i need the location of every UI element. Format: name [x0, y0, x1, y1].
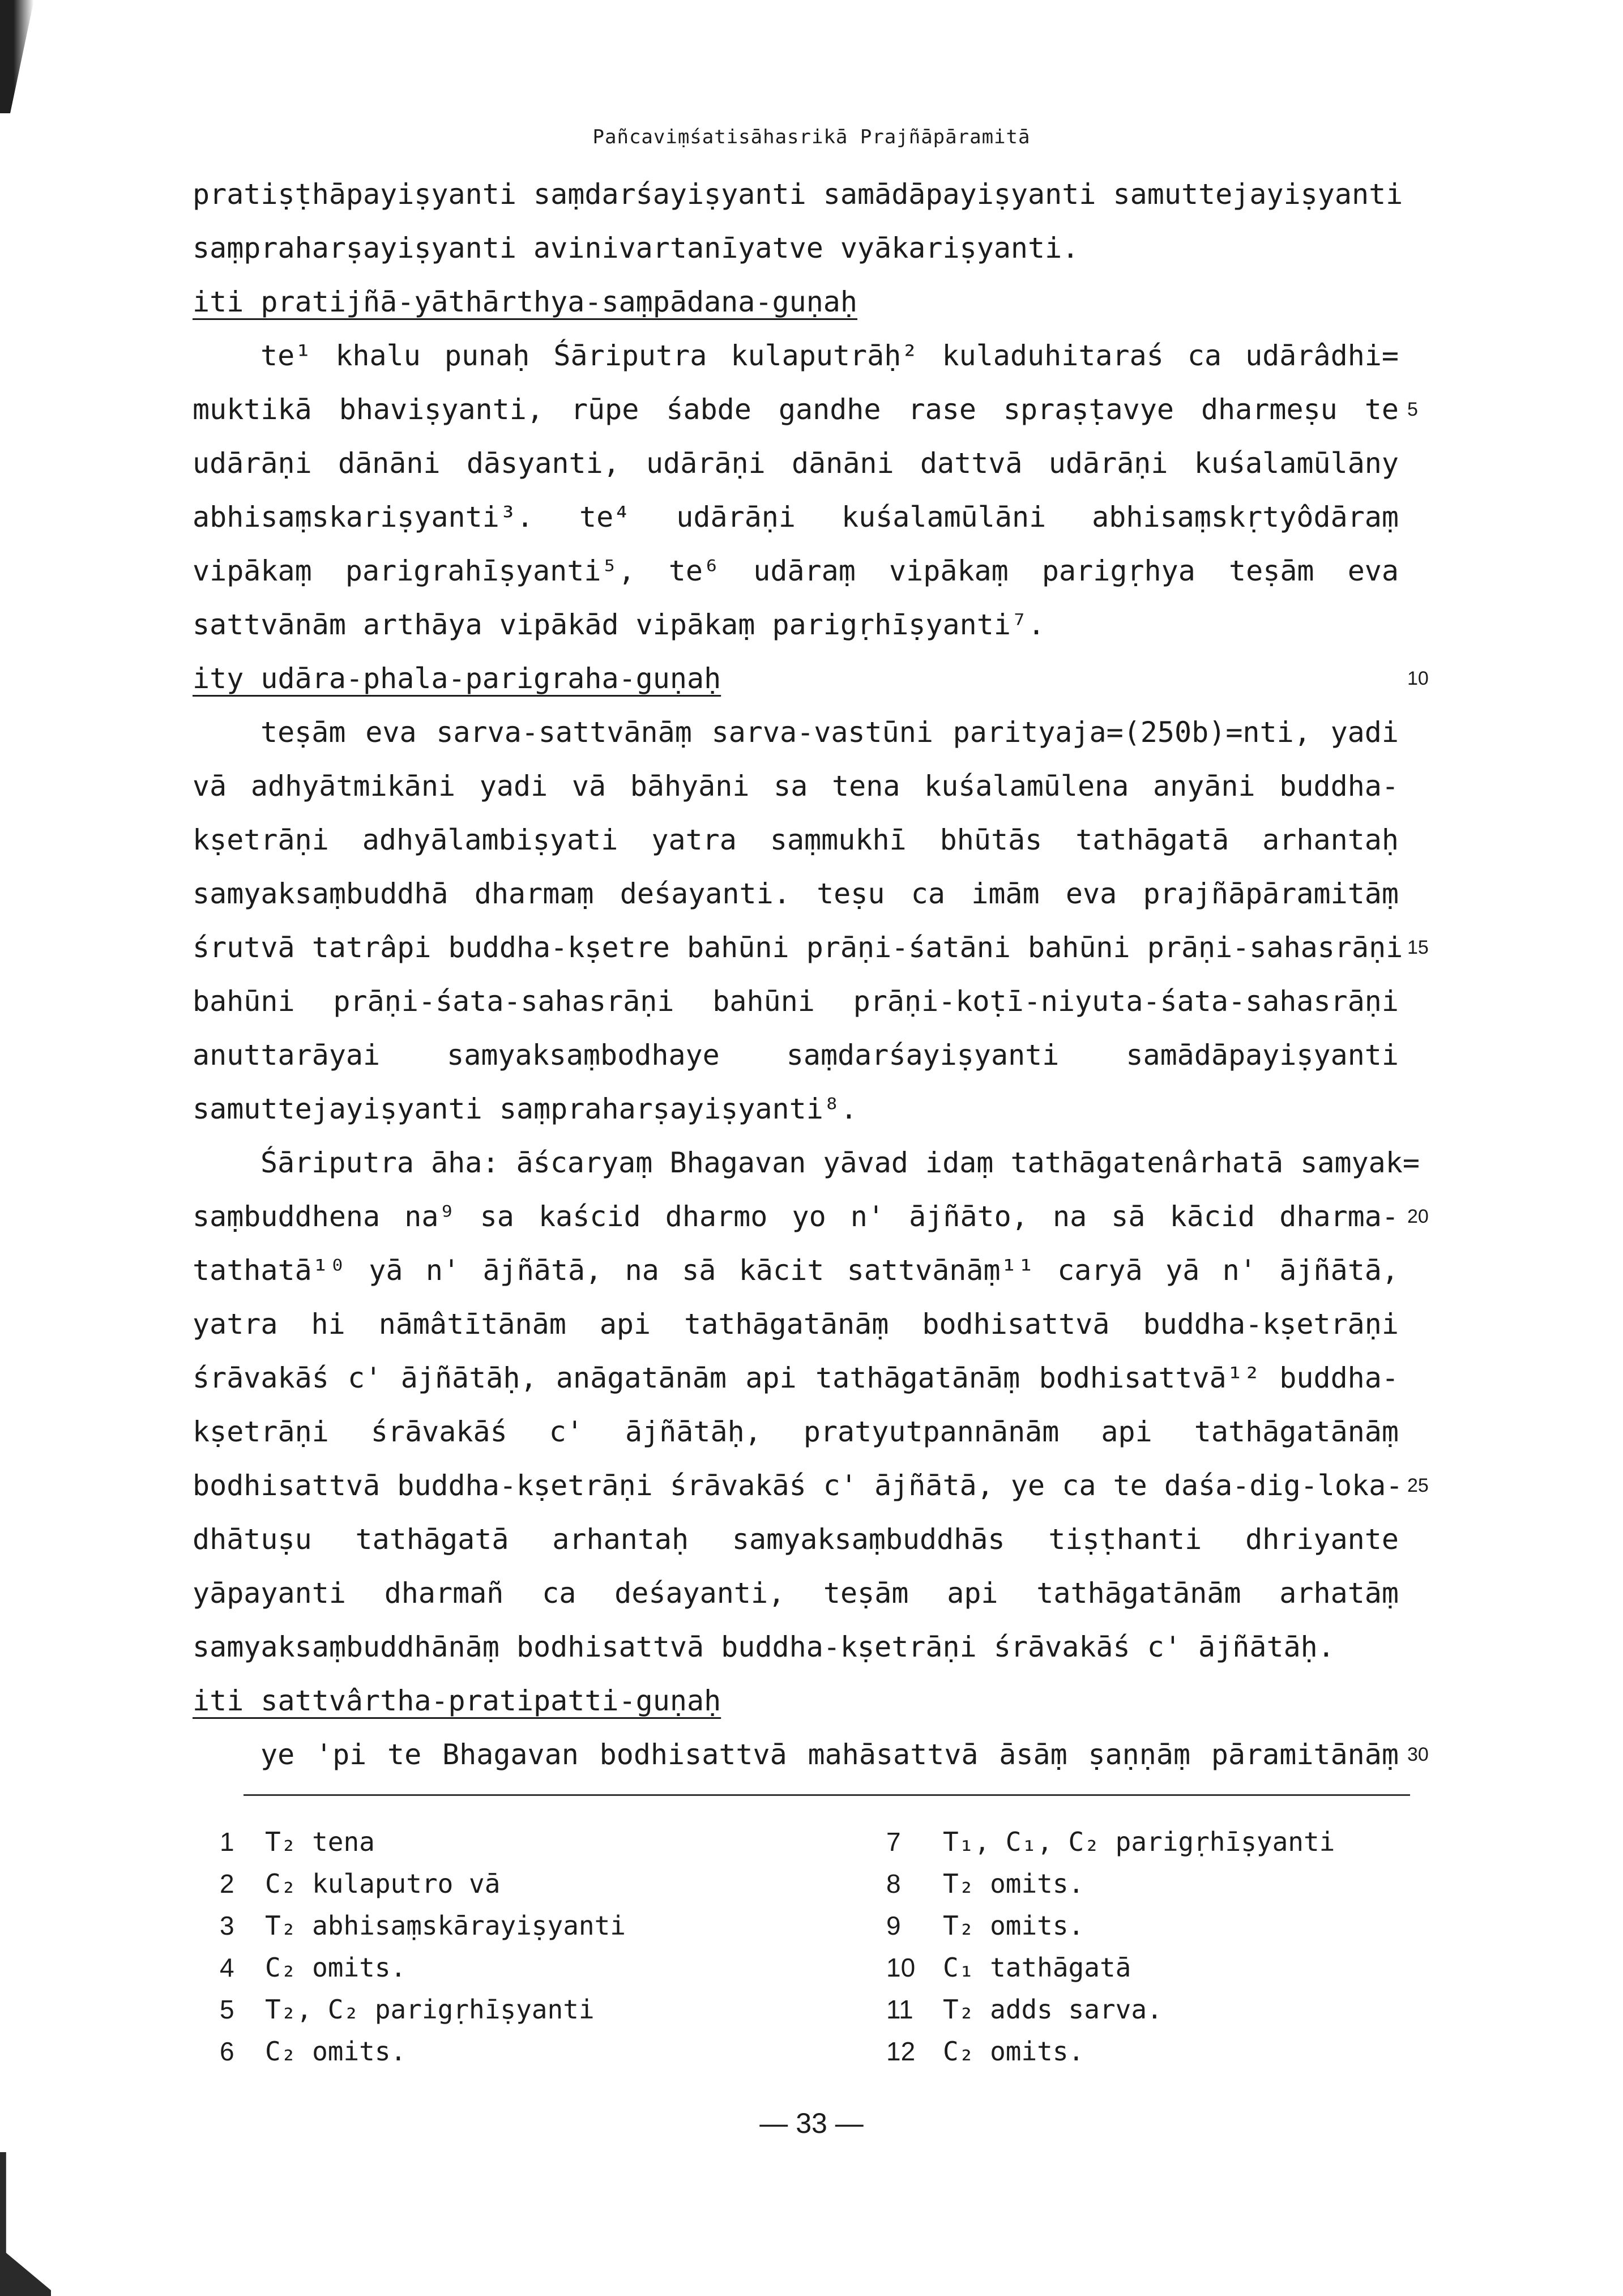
- text-line-content: samyaksaṃbuddhā dharmaṃ deśayanti. teṣu ca imām eva prajñāpāramitāṃ: [193, 877, 1399, 910]
- text-line-content: śrāvakāś c' ājñātāḥ, anāgatānām api tathāgatānāṃ bodhisattvā¹² buddha-: [193, 1362, 1399, 1394]
- text-line: [193, 1513, 1399, 1567]
- footnote-text: C₂ omits.: [265, 1952, 407, 1983]
- footnote-number: 3: [220, 1911, 234, 1940]
- footnote: [220, 1905, 871, 1947]
- text-line: [193, 598, 1399, 652]
- footnote: [886, 1821, 1424, 1863]
- footnote-number: 4: [220, 1953, 234, 1982]
- footnote-text: T₂ omits.: [943, 1868, 1084, 1899]
- text-line-content: udārāṇi dānāni dāsyanti, udārāṇi dānāni dattvā udārāṇi kuśalamūlāny: [193, 447, 1399, 480]
- text-line-content: samuttejayiṣyanti saṃpraharṣayiṣyanti⁸.: [193, 1092, 857, 1125]
- text-line-content: bahūni prāṇi-śata-sahasrāṇi bahūni prāṇi-koṭī-niyuta-śata-sahasrāṇi: [193, 985, 1399, 1018]
- text-line: [193, 1620, 1399, 1674]
- section-heading: [193, 1674, 1399, 1728]
- line-number: 5: [1407, 399, 1418, 420]
- footnote-text: T₂ omits.: [943, 1910, 1084, 1941]
- footnote: [886, 1863, 1424, 1905]
- footnote-divider: [244, 1794, 1410, 1796]
- footnote-number: 12: [886, 2037, 916, 2066]
- text-line: [193, 168, 1403, 221]
- text-line-content: abhisaṃskariṣyanti³. te⁴ udārāṇi kuśalamūlāni abhisaṃskṛtyôdāraṃ: [193, 501, 1399, 534]
- text-line: [193, 383, 1418, 437]
- text-line: [193, 1082, 1399, 1136]
- footnote-number: 6: [220, 2037, 234, 2066]
- text-line-content: yatra hi nāmâtītānām api tathāgatānāṃ bodhisattvā buddha-kṣetrāṇi: [193, 1308, 1399, 1341]
- line-number: 15: [1407, 937, 1429, 958]
- running-head: Pañcaviṃśatisāhasrikā Prajñāpāramitā: [592, 126, 1031, 148]
- text-line: [193, 1351, 1399, 1405]
- footnote-number: 9: [886, 1911, 901, 1940]
- footnote: [886, 1947, 1424, 1988]
- text-line-content: vipākaṃ parigrahīṣyanti⁵, te⁶ udāraṃ vipākaṃ parigṛhya teṣām eva: [193, 554, 1399, 587]
- text-line-content: kṣetrāṇi śrāvakāś c' ājñātāḥ, pratyutpannānām api tathāgatānāṃ: [193, 1415, 1399, 1448]
- text-line: [193, 813, 1399, 867]
- text-line-content: śrutvā tatrâpi buddha-kṣetre bahūni prāṇi-śatāni bahūni prāṇi-sahasrāṇi: [193, 931, 1403, 964]
- footnote-text: T₂ tena: [265, 1826, 375, 1857]
- text-line-content: sattvānām arthāya vipākād vipākaṃ parigṛhīṣyanti⁷.: [193, 608, 1045, 641]
- line-number: 30: [1407, 1744, 1429, 1765]
- scan-edge-shadow-top: [0, 0, 34, 113]
- text-line: [193, 1405, 1399, 1459]
- footnote-text: C₂ omits.: [943, 2036, 1084, 2067]
- text-line-content: Śāriputra āha: āścaryaṃ Bhagavan yāvad idaṃ tathāgatenârhatā samyak=: [260, 1146, 1420, 1179]
- text-line: [193, 921, 1429, 975]
- text-line: [193, 1190, 1429, 1244]
- text-line-content: te¹ khalu punaḥ Śāriputra kulaputrāḥ² kuladuhitaraś ca udārâdhi=: [260, 339, 1399, 372]
- text-line-content: pratiṣṭhāpayiṣyanti saṃdarśayiṣyanti samādāpayiṣyanti samuttejayiṣyanti: [193, 178, 1403, 211]
- footnote: [220, 1988, 871, 2030]
- footnote-text: C₁ tathāgatā: [943, 1952, 1131, 1983]
- footnote-number: 8: [886, 1869, 901, 1898]
- text-line: [193, 1244, 1399, 1298]
- text-line-content: iti pratijñā-yāthārthya-saṃpādana-guṇaḥ: [193, 285, 857, 318]
- footnote: [220, 2030, 871, 2072]
- text-line: [193, 1136, 1420, 1190]
- text-line-content: bodhisattvā buddha-kṣetrāṇi śrāvakāś c' ājñātā, ye ca te daśa-dig-loka-: [193, 1469, 1403, 1502]
- text-line: [193, 759, 1399, 813]
- text-line-content: yāpayanti dharmañ ca deśayanti, teṣām api tathāgatānām arhatāṃ: [193, 1577, 1399, 1610]
- text-line: [193, 437, 1399, 490]
- text-line-content: tathatā¹⁰ yā n' ājñātā, na sā kācit sattvānāṃ¹¹ caryā yā n' ājñātā,: [193, 1254, 1399, 1287]
- text-line: [193, 1298, 1399, 1351]
- footnote-number: 10: [886, 1953, 916, 1982]
- scan-edge-shadow-bottom: [0, 2152, 51, 2296]
- text-line: [193, 975, 1399, 1028]
- footnote: [220, 1821, 871, 1863]
- text-line-content: ity udāra-phala-parigraha-guṇaḥ: [193, 662, 721, 695]
- footnote: [220, 1947, 871, 1988]
- line-number: 20: [1407, 1206, 1429, 1227]
- text-line: [193, 867, 1399, 921]
- footnote-text: T₁, C₁, C₂ parigṛhīṣyanti: [943, 1826, 1335, 1857]
- text-line-content: kṣetrāṇi adhyālambiṣyati yatra saṃmukhī bhūtās tathāgatā arhantaḥ: [193, 823, 1399, 856]
- footnote-number: 5: [220, 1995, 234, 2024]
- main-text-block: [193, 168, 1429, 1782]
- text-line-content: dhātuṣu tathāgatā arhantaḥ samyaksaṃbuddhās tiṣṭhanti dhriyante: [193, 1523, 1399, 1556]
- text-line: [193, 221, 1399, 275]
- text-line: [193, 490, 1399, 544]
- text-line-content: vā adhyātmikāni yadi vā bāhyāni sa tena kuśalamūlena anyāni buddha-: [193, 770, 1399, 803]
- footnote-number: 7: [886, 1827, 901, 1857]
- text-line-content: anuttarāyai samyaksaṃbodhaye saṃdarśayiṣyanti samādāpayiṣyanti: [193, 1039, 1399, 1072]
- footnote-text: C₂ omits.: [265, 2036, 407, 2067]
- footnote-number: 2: [220, 1869, 234, 1898]
- line-number: 25: [1407, 1475, 1429, 1496]
- footnotes-right-column: [886, 1821, 1424, 2072]
- footnote-text: C₂ kulaputro vā: [265, 1868, 501, 1899]
- text-line: [193, 1028, 1399, 1082]
- text-line: [193, 1728, 1429, 1782]
- text-line: [193, 706, 1399, 759]
- text-line-content: teṣām eva sarva-sattvānāṃ sarva-vastūni parityaja=(250b)=nti, yadi: [260, 716, 1399, 749]
- footnote-text: T₂, C₂ parigṛhīṣyanti: [265, 1994, 595, 2025]
- text-line-content: ye 'pi te Bhagavan bodhisattvā mahāsattvā āsāṃ ṣaṇṇāṃ pāramitānāṃ: [260, 1738, 1399, 1771]
- text-line-content: samyaksaṃbuddhānāṃ bodhisattvā buddha-kṣetrāṇi śrāvakāś c' ājñātāḥ.: [193, 1631, 1335, 1663]
- footnotes-left-column: [220, 1821, 871, 2072]
- footnote: [886, 1988, 1424, 2030]
- text-line: [193, 1459, 1429, 1513]
- text-line: [193, 544, 1399, 598]
- footnote-text: T₂ adds sarva.: [943, 1994, 1163, 2025]
- footnote: [886, 1905, 1424, 1947]
- footnote: [220, 1863, 871, 1905]
- section-heading: [193, 652, 1429, 706]
- text-line-content: saṃpraharṣayiṣyanti avinivartanīyatve vyākariṣyanti.: [193, 232, 1079, 264]
- text-line: [193, 329, 1399, 383]
- text-line: [193, 1567, 1399, 1620]
- footnote-text: T₂ abhisaṃskārayiṣyanti: [265, 1910, 626, 1941]
- text-line-content: iti sattvârtha-pratipatti-guṇaḥ: [193, 1684, 721, 1717]
- page-number: — 33 —: [759, 2107, 864, 2139]
- text-line-content: saṃbuddhena na⁹ sa kaścid dharmo yo n' ājñāto, na sā kācid dharma-: [193, 1200, 1399, 1233]
- footnote: [886, 2030, 1424, 2072]
- section-heading: [193, 275, 1399, 329]
- text-line-content: muktikā bhaviṣyanti, rūpe śabde gandhe rase spraṣṭavye dharmeṣu te: [193, 393, 1399, 426]
- footnote-number: 1: [220, 1827, 234, 1857]
- footnote-number: 11: [886, 1995, 913, 2024]
- line-number: 10: [1407, 668, 1429, 689]
